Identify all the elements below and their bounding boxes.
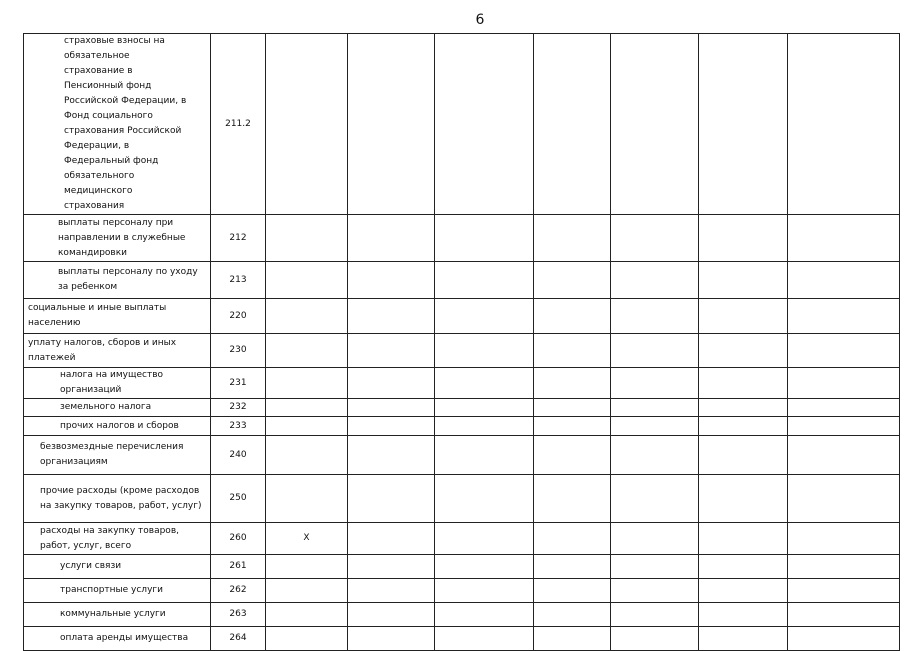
- value-cell: [348, 603, 435, 627]
- table-row: [24, 555, 900, 579]
- value-cell: [788, 215, 900, 262]
- row-code: 240: [211, 436, 266, 475]
- row-code: 250: [211, 475, 266, 523]
- value-cell: [699, 627, 788, 651]
- value-cell: [699, 436, 788, 475]
- value-cell: [699, 299, 788, 334]
- value-cell: [348, 579, 435, 603]
- value-cell: [348, 299, 435, 334]
- value-cell: [435, 579, 534, 603]
- value-cell: [611, 627, 699, 651]
- value-cell: [611, 417, 699, 436]
- value-cell: [699, 555, 788, 579]
- value-cell: [788, 417, 900, 436]
- value-cell: [435, 523, 534, 555]
- value-cell: [348, 436, 435, 475]
- row-name: транспортные услуги: [24, 579, 211, 603]
- value-cell: [348, 334, 435, 368]
- value-cell: [611, 436, 699, 475]
- value-cell: [699, 34, 788, 215]
- value-cell: [534, 417, 611, 436]
- value-cell: [266, 579, 348, 603]
- row-code: 260: [211, 523, 266, 555]
- value-cell: [348, 555, 435, 579]
- value-cell: [611, 299, 699, 334]
- value-cell: [788, 299, 900, 334]
- value-cell: [266, 368, 348, 399]
- value-cell: [788, 399, 900, 417]
- row-name: выплаты персоналу при направлении в служебные командировки: [24, 215, 211, 262]
- value-cell: [348, 523, 435, 555]
- value-cell: [266, 262, 348, 299]
- value-cell: [699, 417, 788, 436]
- value-cell: [435, 368, 534, 399]
- row-name: уплату налогов, сборов и иных платежей: [24, 334, 211, 368]
- row-name: безвозмездные перечисления организациям: [24, 436, 211, 475]
- value-cell: [788, 603, 900, 627]
- value-cell: [699, 399, 788, 417]
- value-cell: [348, 215, 435, 262]
- row-code: 212: [211, 215, 266, 262]
- value-cell: [435, 603, 534, 627]
- row-code: 264: [211, 627, 266, 651]
- value-cell: [611, 399, 699, 417]
- value-cell: [788, 579, 900, 603]
- value-cell: [611, 579, 699, 603]
- row-code: 261: [211, 555, 266, 579]
- value-cell: [435, 627, 534, 651]
- value-cell: [348, 627, 435, 651]
- value-cell: [788, 436, 900, 475]
- row-name: налога на имущество организаций: [24, 368, 211, 399]
- value-cell: [788, 34, 900, 215]
- value-cell: [348, 34, 435, 215]
- value-cell: [266, 627, 348, 651]
- value-cell: [266, 215, 348, 262]
- row-name: прочих налогов и сборов: [24, 417, 211, 436]
- value-cell: [435, 334, 534, 368]
- value-cell: [611, 262, 699, 299]
- value-cell: [435, 436, 534, 475]
- value-cell: [699, 368, 788, 399]
- row-code: 263: [211, 603, 266, 627]
- value-cell: [699, 523, 788, 555]
- value-cell: [435, 475, 534, 523]
- value-cell: [266, 603, 348, 627]
- value-cell: [435, 34, 534, 215]
- table-row: [24, 262, 900, 299]
- value-cell: [348, 262, 435, 299]
- value-cell: [534, 475, 611, 523]
- row-name: социальные и иные выплаты населению: [24, 299, 211, 334]
- value-cell: [788, 523, 900, 555]
- value-cell: [348, 399, 435, 417]
- value-cell: [611, 215, 699, 262]
- value-cell: [534, 555, 611, 579]
- value-cell: [534, 627, 611, 651]
- value-cell: [611, 603, 699, 627]
- value-cell: [266, 334, 348, 368]
- table-row: [24, 603, 900, 627]
- value-cell: [611, 555, 699, 579]
- value-cell: [611, 475, 699, 523]
- value-cell: X: [266, 523, 348, 555]
- value-cell: [534, 523, 611, 555]
- value-cell: [348, 475, 435, 523]
- value-cell: [699, 262, 788, 299]
- value-cell: [266, 475, 348, 523]
- page-number: 6: [475, 12, 485, 28]
- table-row: [24, 215, 900, 262]
- table-row: [24, 475, 900, 523]
- value-cell: [611, 523, 699, 555]
- value-cell: [435, 215, 534, 262]
- value-cell: [534, 579, 611, 603]
- table-row: [24, 34, 900, 215]
- value-cell: [266, 555, 348, 579]
- row-name: услуги связи: [24, 555, 211, 579]
- value-cell: [348, 368, 435, 399]
- row-name: оплата аренды имущества: [24, 627, 211, 651]
- value-cell: [266, 299, 348, 334]
- value-cell: [699, 603, 788, 627]
- table-row: [24, 299, 900, 334]
- row-code: 262: [211, 579, 266, 603]
- row-name: прочие расходы (кроме расходов на закупку товаров, работ, услуг): [24, 475, 211, 523]
- value-cell: [534, 368, 611, 399]
- value-cell: [534, 262, 611, 299]
- budget-table: [23, 33, 900, 651]
- value-cell: [435, 262, 534, 299]
- value-cell: [266, 34, 348, 215]
- row-code: 230: [211, 334, 266, 368]
- value-cell: [788, 368, 900, 399]
- table-row: [24, 368, 900, 399]
- table-row: [24, 627, 900, 651]
- value-cell: [699, 475, 788, 523]
- value-cell: [534, 299, 611, 334]
- row-code: 211.2: [211, 34, 266, 215]
- value-cell: [348, 417, 435, 436]
- value-cell: [435, 555, 534, 579]
- value-cell: [534, 436, 611, 475]
- value-cell: [788, 262, 900, 299]
- value-cell: [534, 399, 611, 417]
- table-row: [24, 417, 900, 436]
- row-name: выплаты персоналу по уходу за ребенком: [24, 262, 211, 299]
- value-cell: [266, 417, 348, 436]
- value-cell: [534, 215, 611, 262]
- value-cell: [534, 34, 611, 215]
- value-cell: [788, 334, 900, 368]
- value-cell: [788, 627, 900, 651]
- table-row: [24, 523, 900, 555]
- row-code: 213: [211, 262, 266, 299]
- row-name: расходы на закупку товаров, работ, услуг, всего: [24, 523, 211, 555]
- value-cell: [699, 579, 788, 603]
- table-row: [24, 579, 900, 603]
- table-row: [24, 399, 900, 417]
- row-name: коммунальные услуги: [24, 603, 211, 627]
- value-cell: [266, 436, 348, 475]
- value-cell: [611, 334, 699, 368]
- value-cell: [699, 215, 788, 262]
- value-cell: [611, 368, 699, 399]
- value-cell: [534, 603, 611, 627]
- table-row: [24, 436, 900, 475]
- value-cell: [699, 334, 788, 368]
- row-code: 231: [211, 368, 266, 399]
- row-name: страховые взносы на обязательное страхование в Пенсионный фонд Российской Федерации, в Фонд социального страхования Российской Федерации, в Федеральный фонд обязательного медицинского страхования: [24, 34, 211, 215]
- value-cell: [435, 399, 534, 417]
- value-cell: [534, 334, 611, 368]
- row-code: 232: [211, 399, 266, 417]
- value-cell: [435, 299, 534, 334]
- row-code: 233: [211, 417, 266, 436]
- value-cell: [788, 475, 900, 523]
- row-name: земельного налога: [24, 399, 211, 417]
- value-cell: [266, 399, 348, 417]
- value-cell: [611, 34, 699, 215]
- value-cell: [435, 417, 534, 436]
- value-cell: [788, 555, 900, 579]
- table-row: [24, 334, 900, 368]
- row-code: 220: [211, 299, 266, 334]
